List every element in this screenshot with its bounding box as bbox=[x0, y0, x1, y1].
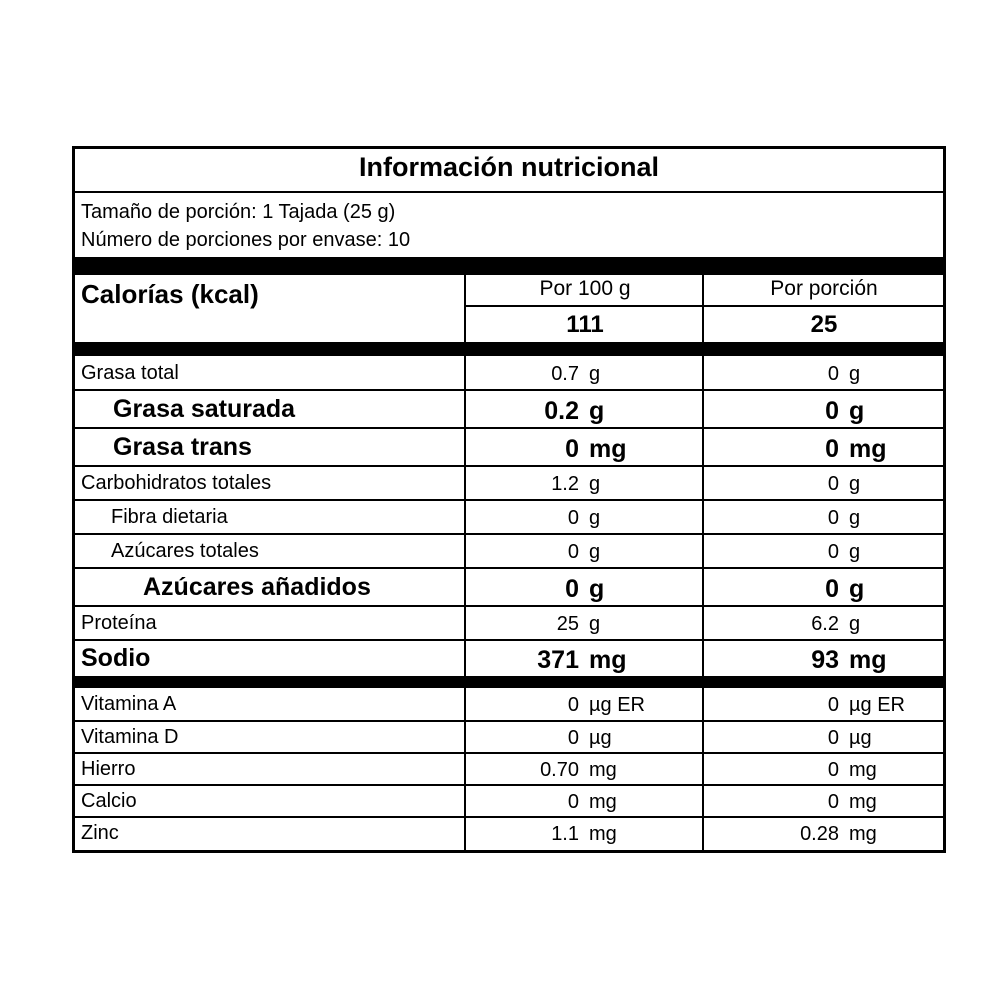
value-per-serving: 0 bbox=[827, 759, 839, 781]
table-row bbox=[75, 640, 943, 676]
nutrient-name: Fibra dietaria bbox=[111, 506, 228, 528]
value-per-100g: 0 bbox=[565, 435, 579, 463]
value-per-serving: 0 bbox=[827, 541, 839, 563]
nutrient-name: Grasa total bbox=[81, 362, 179, 384]
nutrient-name: Proteína bbox=[81, 612, 157, 634]
value-per-serving: 0 bbox=[827, 694, 839, 716]
value-per-100g: 371 bbox=[537, 646, 579, 674]
nutrient-name: Hierro bbox=[81, 758, 136, 780]
unit-per-100g: g bbox=[589, 541, 601, 563]
value-per-serving: 0 bbox=[827, 727, 839, 749]
nutrient-name: Grasa saturada bbox=[113, 395, 296, 423]
value-per-serving: 0 bbox=[827, 363, 839, 385]
unit-per-serving: mg bbox=[849, 646, 887, 674]
divider bbox=[75, 191, 943, 193]
nutrition-facts-table bbox=[72, 146, 946, 853]
value-per-serving: 0 bbox=[827, 507, 839, 529]
thick-divider bbox=[75, 257, 943, 275]
unit-per-serving: µg bbox=[849, 727, 872, 749]
unit-per-100g: g bbox=[589, 507, 601, 529]
unit-per-serving: mg bbox=[849, 759, 877, 781]
unit-per-serving: g bbox=[849, 575, 865, 603]
unit-per-100g: µg bbox=[589, 727, 612, 749]
unit-per-100g: mg bbox=[589, 435, 627, 463]
value-per-100g: 0.70 bbox=[540, 759, 579, 781]
nutrient-name: Sodio bbox=[81, 644, 151, 672]
divider bbox=[466, 305, 943, 307]
table-row bbox=[75, 785, 943, 817]
unit-per-100g: mg bbox=[589, 759, 617, 781]
calories-per-serving: 25 bbox=[810, 311, 838, 338]
unit-per-serving: µg ER bbox=[849, 694, 905, 716]
unit-per-serving: g bbox=[849, 507, 861, 529]
unit-per-serving: g bbox=[849, 541, 861, 563]
nutrient-name: Azúcares añadidos bbox=[143, 573, 371, 601]
unit-per-100g: g bbox=[589, 363, 601, 385]
table-title: Información nutricional bbox=[358, 152, 660, 182]
table-row bbox=[75, 721, 943, 753]
unit-per-100g: g bbox=[589, 397, 605, 425]
table-row bbox=[75, 534, 943, 568]
value-per-serving: 93 bbox=[811, 646, 839, 674]
unit-per-100g: µg ER bbox=[589, 694, 645, 716]
unit-per-serving: mg bbox=[849, 435, 887, 463]
value-per-100g: 0 bbox=[567, 791, 579, 813]
value-per-100g: 0 bbox=[567, 694, 579, 716]
servings-per-container: Número de porciones por envase: 10 bbox=[81, 229, 411, 251]
col-header-per-100g: Por 100 g bbox=[539, 277, 631, 300]
table-row bbox=[75, 817, 943, 850]
unit-per-100g: mg bbox=[589, 646, 627, 674]
value-per-100g: 0 bbox=[567, 507, 579, 529]
table-row bbox=[75, 688, 943, 721]
value-per-100g: 25 bbox=[556, 613, 579, 635]
table-row bbox=[75, 568, 943, 606]
unit-per-serving: mg bbox=[849, 791, 877, 813]
value-per-100g: 0 bbox=[567, 727, 579, 749]
calories-label: Calorías (kcal) bbox=[81, 279, 259, 309]
unit-per-serving: g bbox=[849, 363, 861, 385]
nutrient-name: Vitamina A bbox=[81, 693, 177, 715]
value-per-100g: 0 bbox=[565, 575, 579, 603]
unit-per-serving: g bbox=[849, 473, 861, 495]
col-header-per-serving: Por porción bbox=[770, 277, 878, 300]
unit-per-serving: g bbox=[849, 613, 861, 635]
value-per-100g: 0 bbox=[567, 541, 579, 563]
unit-per-100g: mg bbox=[589, 791, 617, 813]
table-row bbox=[75, 606, 943, 640]
thick-divider bbox=[75, 676, 943, 688]
serving-size: Tamaño de porción: 1 Tajada (25 g) bbox=[81, 201, 396, 223]
table-row bbox=[75, 428, 943, 466]
value-per-serving: 0 bbox=[825, 575, 839, 603]
value-per-100g: 0.2 bbox=[544, 397, 579, 425]
value-per-serving: 0 bbox=[825, 397, 839, 425]
table-row bbox=[75, 466, 943, 500]
value-per-100g: 1.2 bbox=[551, 473, 579, 495]
unit-per-100g: g bbox=[589, 613, 601, 635]
unit-per-serving: g bbox=[849, 397, 865, 425]
column-divider bbox=[702, 275, 704, 853]
value-per-100g: 1.1 bbox=[551, 823, 579, 845]
thick-divider bbox=[75, 342, 943, 356]
nutrient-name: Carbohidratos totales bbox=[81, 472, 272, 494]
value-per-serving: 0 bbox=[827, 473, 839, 495]
nutrient-name: Grasa trans bbox=[113, 433, 252, 461]
nutrient-name: Calcio bbox=[81, 790, 137, 812]
table-row bbox=[75, 753, 943, 785]
nutrient-name: Vitamina D bbox=[81, 726, 179, 748]
unit-per-100g: mg bbox=[589, 823, 617, 845]
value-per-serving: 0 bbox=[827, 791, 839, 813]
nutrient-name: Zinc bbox=[81, 822, 119, 844]
table-row bbox=[75, 390, 943, 428]
value-per-100g: 0.7 bbox=[551, 363, 579, 385]
unit-per-100g: g bbox=[589, 575, 605, 603]
value-per-serving: 0 bbox=[825, 435, 839, 463]
nutrient-name: Azúcares totales bbox=[111, 540, 259, 562]
table-row bbox=[75, 356, 943, 390]
unit-per-serving: mg bbox=[849, 823, 877, 845]
calories-per-100g: 111 bbox=[566, 311, 604, 338]
value-per-serving: 0.28 bbox=[800, 823, 839, 845]
table-row bbox=[75, 500, 943, 534]
unit-per-100g: g bbox=[589, 473, 601, 495]
value-per-serving: 6.2 bbox=[811, 613, 839, 635]
column-divider bbox=[464, 275, 466, 853]
